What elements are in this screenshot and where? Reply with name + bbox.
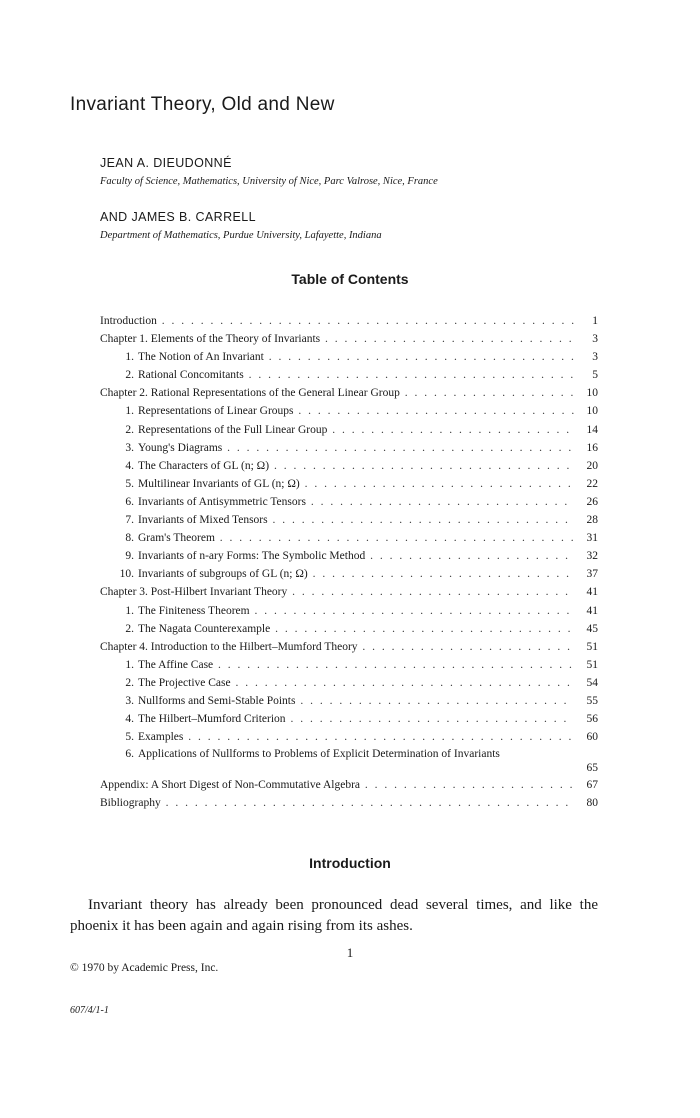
- toc-entry-number: 4.: [125, 459, 134, 472]
- toc-entry-title: The Hilbert–Mumford Criterion: [138, 713, 286, 726]
- toc-entry-number: 6.: [125, 495, 134, 508]
- toc-entry-title: Chapter 1. Elements of the Theory of Invariants: [100, 333, 321, 346]
- toc-entry-number: 7.: [125, 514, 134, 527]
- toc-row: [100, 602, 600, 620]
- toc-entry-page: 3: [592, 351, 598, 364]
- toc-heading: Table of Contents: [291, 271, 409, 287]
- toc-entry-label: [114, 475, 574, 493]
- toc-entry-label: [114, 348, 574, 366]
- toc-row: [100, 746, 600, 776]
- toc-entry-number: 3.: [125, 441, 134, 454]
- toc-entry-label: [100, 330, 574, 348]
- toc-entry-label: [100, 384, 574, 402]
- printer-code: 607/4/1-1: [70, 1005, 109, 1016]
- toc-entry-title: Bibliography: [100, 797, 161, 810]
- toc-row: [100, 638, 600, 656]
- toc-entry-title: Nullforms and Semi-Stable Points: [138, 694, 296, 707]
- toc-row: [100, 439, 600, 457]
- toc-row: [100, 348, 600, 366]
- author-affiliation-2: Department of Mathematics, Purdue University, Lafayette, Indiana: [100, 230, 382, 241]
- author-name-1: JEAN A. DIEUDONNÉ: [100, 156, 232, 170]
- toc-entry-label: [114, 421, 574, 439]
- toc-entry-label: [114, 565, 574, 583]
- toc-entry-title: Invariants of Mixed Tensors: [138, 514, 268, 527]
- toc-entry-label: [114, 656, 574, 674]
- table-of-contents: [100, 312, 600, 812]
- toc-entry-label: [114, 511, 574, 529]
- toc-row: [100, 794, 600, 812]
- toc-entry-page: 26: [586, 495, 598, 508]
- toc-entry-title: Chapter 4. Introduction to the Hilbert–Mumford Theory: [100, 640, 358, 653]
- toc-entry-page: 5: [592, 369, 598, 382]
- toc-row: [100, 457, 600, 475]
- toc-entry-page: 67: [586, 779, 598, 792]
- toc-entry-title: The Finiteness Theorem: [138, 604, 250, 617]
- toc-entry-page: 41: [586, 586, 598, 599]
- toc-row: [100, 493, 600, 511]
- toc-row: [100, 656, 600, 674]
- toc-entry-title: Gram's Theorem: [138, 532, 215, 545]
- page-number: 1: [346, 945, 354, 960]
- toc-entry-number: 1.: [125, 658, 134, 671]
- toc-entry-label: [114, 402, 574, 420]
- toc-row: [100, 529, 600, 547]
- toc-entry-label: [114, 728, 574, 746]
- toc-row: [100, 692, 600, 710]
- toc-entry-title: Applications of Nullforms to Problems of Explicit Determination of Invariants: [138, 748, 500, 761]
- toc-entry-page: 51: [586, 640, 598, 653]
- toc-entry-label: [100, 794, 574, 812]
- toc-entry-number: 4.: [125, 713, 134, 726]
- toc-entry-label: [100, 583, 574, 601]
- toc-entry-label: [114, 439, 574, 457]
- toc-entry-label: [114, 620, 574, 638]
- toc-row: [100, 330, 600, 348]
- toc-entry-number: 6.: [125, 748, 134, 761]
- toc-row: [100, 312, 600, 330]
- toc-row: [100, 674, 600, 692]
- toc-entry-label: [100, 638, 574, 656]
- toc-entry-page: 65: [586, 762, 598, 775]
- toc-row: [100, 728, 600, 746]
- toc-entry-page: 14: [586, 423, 598, 436]
- toc-entry-page: 31: [586, 532, 598, 545]
- toc-row: [100, 421, 600, 439]
- copyright-notice: © 1970 by Academic Press, Inc.: [70, 962, 219, 974]
- toc-entry-title: Chapter 3. Post-Hilbert Invariant Theory: [100, 586, 288, 599]
- toc-entry-label: [100, 312, 574, 330]
- toc-entry-page: 10: [586, 405, 598, 418]
- toc-entry-title: Examples: [138, 731, 184, 744]
- toc-entry-number: 1.: [125, 405, 134, 418]
- toc-entry-page: 56: [586, 713, 598, 726]
- toc-entry-page: 20: [586, 459, 598, 472]
- toc-entry-number: 2.: [125, 423, 134, 436]
- toc-entry-label: [114, 710, 574, 728]
- toc-row: [100, 384, 600, 402]
- toc-entry-title: Appendix: A Short Digest of Non-Commutative Algebra: [100, 779, 361, 792]
- toc-entry-title: The Projective Case: [138, 676, 231, 689]
- toc-entry-label: [114, 529, 574, 547]
- toc-entry-page: 22: [586, 477, 598, 490]
- toc-entry-number: 1.: [125, 351, 134, 364]
- toc-entry-page: 55: [586, 694, 598, 707]
- toc-entry-number: 3.: [125, 694, 134, 707]
- toc-entry-page: 45: [586, 622, 598, 635]
- toc-entry-number: 2.: [125, 369, 134, 382]
- toc-entry-page: 10: [586, 387, 598, 400]
- toc-row: [100, 583, 600, 601]
- toc-entry-title: The Nagata Counterexample: [138, 622, 271, 635]
- toc-entry-title: Invariants of subgroups of GL (n; Ω): [138, 568, 308, 581]
- toc-entry-number: 5.: [125, 731, 134, 744]
- toc-entry-number: 2.: [125, 622, 134, 635]
- toc-entry-page: 37: [586, 568, 598, 581]
- toc-entry-title: Chapter 2. Rational Representations of the General Linear Group: [100, 387, 400, 400]
- toc-entry-title: The Characters of GL (n; Ω): [138, 459, 270, 472]
- toc-row: [100, 366, 600, 384]
- toc-row: [100, 511, 600, 529]
- toc-entry-page: 80: [586, 797, 598, 810]
- toc-entry-title: Representations of the Full Linear Group: [138, 423, 328, 436]
- toc-entry-number: 1.: [125, 604, 134, 617]
- toc-entry-title: Introduction: [100, 315, 157, 327]
- toc-row: [100, 547, 600, 565]
- toc-entry-label: [114, 457, 574, 475]
- toc-entry-title: Representations of Linear Groups: [138, 405, 294, 418]
- page-title: Invariant Theory, Old and New: [70, 94, 335, 115]
- toc-entry-label: [114, 547, 574, 565]
- toc-entry-title: The Notion of An Invariant: [138, 351, 264, 364]
- toc-entry-page: 32: [586, 550, 598, 563]
- toc-entry-label: [100, 776, 574, 794]
- toc-entry-number: 10.: [119, 568, 134, 581]
- toc-row: [100, 565, 600, 583]
- toc-entry-page: 28: [586, 514, 598, 527]
- toc-entry-title: The Affine Case: [138, 658, 214, 671]
- toc-entry-label: [114, 493, 574, 511]
- toc-entry-page: 41: [586, 604, 598, 617]
- toc-row: [100, 402, 600, 420]
- toc-row: [100, 776, 600, 794]
- toc-entry-title: Rational Concomitants: [138, 369, 244, 382]
- toc-entry-number: 2.: [125, 676, 134, 689]
- toc-entry-number: 8.: [125, 532, 134, 545]
- introduction-text: Invariant theory has already been pronounced dead several times, and like the phoenix it has been again and again rising from its ashes.: [70, 897, 598, 934]
- introduction-heading: Introduction: [309, 855, 391, 871]
- toc-entry-page: 1: [592, 315, 598, 327]
- toc-entry-title: Invariants of Antisymmetric Tensors: [138, 495, 306, 508]
- toc-entry-number: 5.: [125, 477, 134, 490]
- toc-row: [100, 475, 600, 493]
- toc-entry-page: 51: [586, 658, 598, 671]
- toc-row: [100, 620, 600, 638]
- toc-entry-label: [114, 674, 574, 692]
- toc-row: [100, 710, 600, 728]
- toc-entry-label: [114, 692, 574, 710]
- toc-entry-page: 3: [592, 333, 598, 346]
- toc-entry-label: [114, 747, 574, 762]
- toc-entry-label: [114, 602, 574, 620]
- toc-entry-title: Young's Diagrams: [138, 441, 223, 454]
- toc-entry-title: Multilinear Invariants of GL (n; Ω): [138, 477, 300, 490]
- toc-entry-label: [114, 366, 574, 384]
- toc-entry-page: 54: [586, 676, 598, 689]
- author-name-2: AND JAMES B. CARRELL: [100, 210, 256, 224]
- toc-entry-page: 60: [586, 731, 598, 744]
- toc-entry-title: Invariants of n-ary Forms: The Symbolic Method: [138, 550, 366, 563]
- toc-entry-number: 9.: [125, 550, 134, 563]
- toc-entry-page: 16: [586, 441, 598, 454]
- author-affiliation-1: Faculty of Science, Mathematics, University of Nice, Parc Valrose, Nice, France: [100, 176, 438, 187]
